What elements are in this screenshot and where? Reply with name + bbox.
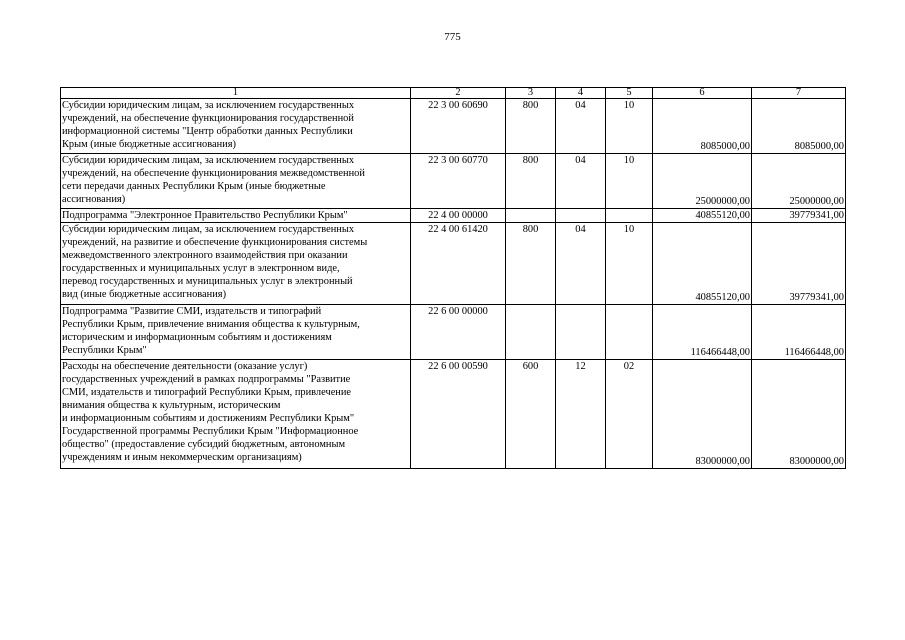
row-col3: 800 (506, 223, 556, 305)
row-amount-col7: 39779341,00 (752, 223, 846, 305)
row-col4: 04 (556, 99, 606, 154)
row-col5: 02 (606, 360, 653, 469)
page-number: 775 (444, 31, 461, 43)
table-row (61, 154, 846, 209)
row-col3: 600 (506, 360, 556, 469)
column-header: 1 (61, 88, 411, 99)
table-row (61, 209, 846, 223)
row-description: Расходы на обеспечение деятельности (оказание услуг) государственных учреждений в рамках подпрограммы "Развитие СМИ, издательств и типографий Республики Крым, привлечение внимания общества к культурным, историческим и информационным событиям и достижениям Республики Крым" Государственной программы Республики Крым "Информационное общество" (предоставление субсидий бюджетным, автономным учреждениям и иным некоммерческим организациям) (61, 360, 411, 469)
row-code: 22 3 00 60770 (411, 154, 506, 209)
row-amount-col6: 83000000,00 (653, 360, 752, 469)
row-description: Субсидии юридическим лицам, за исключением государственных учреждений, на обеспечение функционирования государственной информационной системы "Центр обработки данных Республики Крым (иные бюджетные ассигнования) (61, 99, 411, 154)
row-amount-col6: 25000000,00 (653, 154, 752, 209)
column-header: 2 (411, 88, 506, 99)
row-col3 (506, 209, 556, 223)
row-col4: 12 (556, 360, 606, 469)
row-amount-col6: 8085000,00 (653, 99, 752, 154)
column-header: 4 (556, 88, 606, 99)
table-row (61, 99, 846, 154)
table-row (61, 305, 846, 360)
budget-table (60, 87, 846, 469)
row-col5: 10 (606, 223, 653, 305)
table-row (61, 223, 846, 305)
row-amount-col7: 39779341,00 (752, 209, 846, 223)
row-col4 (556, 305, 606, 360)
row-col3 (506, 305, 556, 360)
row-amount-col6: 116466448,00 (653, 305, 752, 360)
column-header: 6 (653, 88, 752, 99)
table-row (61, 360, 846, 469)
row-amount-col7: 83000000,00 (752, 360, 846, 469)
table-header-row (61, 88, 846, 99)
row-col4: 04 (556, 154, 606, 209)
row-amount-col6: 40855120,00 (653, 223, 752, 305)
row-col3: 800 (506, 154, 556, 209)
row-amount-col7: 8085000,00 (752, 99, 846, 154)
row-col5 (606, 305, 653, 360)
row-code: 22 3 00 60690 (411, 99, 506, 154)
row-amount-col7: 116466448,00 (752, 305, 846, 360)
row-col5: 10 (606, 99, 653, 154)
row-description: Субсидии юридическим лицам, за исключением государственных учреждений, на развитие и обеспечение функционирования системы межведомственного электронного взаимодействия при оказании государственных и муниципальных услуг в электронном виде, перевод государственных и муниципальных услуг в электронный вид (иные бюджетные ассигнования) (61, 223, 411, 305)
row-code: 22 4 00 61420 (411, 223, 506, 305)
row-code: 22 6 00 00000 (411, 305, 506, 360)
row-col4: 04 (556, 223, 606, 305)
row-amount-col7: 25000000,00 (752, 154, 846, 209)
row-code: 22 6 00 00590 (411, 360, 506, 469)
row-description: Подпрограмма "Развитие СМИ, издательств и типографий Республики Крым, привлечение внимания общества к культурным, историческим и информационным событиям и достижениям Республики Крым" (61, 305, 411, 360)
row-amount-col6: 40855120,00 (653, 209, 752, 223)
row-col5: 10 (606, 154, 653, 209)
row-col3: 800 (506, 99, 556, 154)
row-col5 (606, 209, 653, 223)
row-description: Подпрограмма "Электронное Правительство Республики Крым" (61, 209, 411, 223)
row-col4 (556, 209, 606, 223)
column-header: 3 (506, 88, 556, 99)
row-description: Субсидии юридическим лицам, за исключением государственных учреждений, на обеспечение функционирования межведомственной сети передачи данных Республики Крым (иные бюджетные ассигнования) (61, 154, 411, 209)
row-code: 22 4 00 00000 (411, 209, 506, 223)
column-header: 5 (606, 88, 653, 99)
column-header: 7 (752, 88, 846, 99)
